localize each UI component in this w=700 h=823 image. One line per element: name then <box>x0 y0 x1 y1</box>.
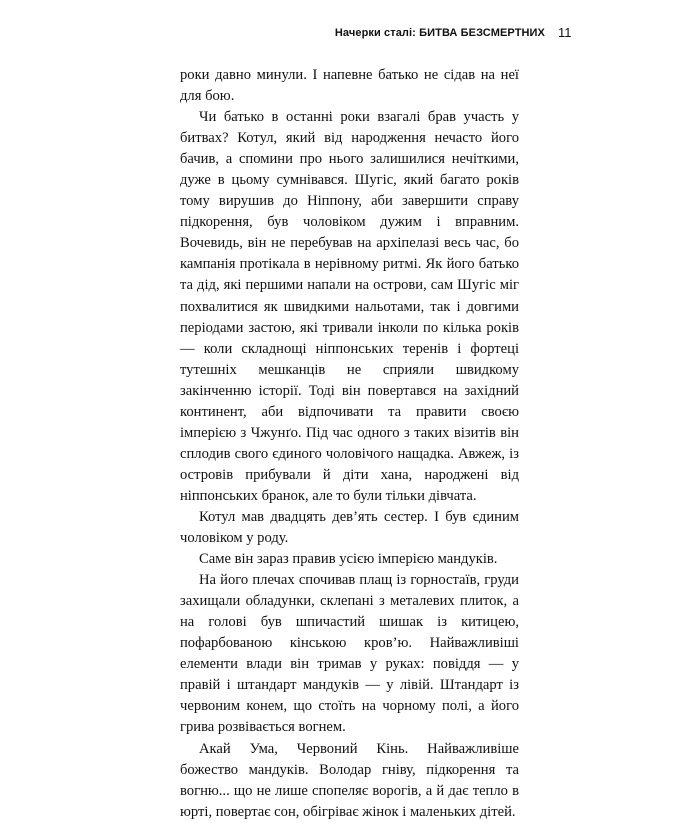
paragraph-1: роки давно минули. І напевне батько не сідав на неї для бою. <box>180 67 519 105</box>
page-number: 11 <box>558 25 572 40</box>
body-text <box>180 65 519 823</box>
running-header-title-caps: БИТВА БЕЗСМЕРТНИХ <box>419 27 545 39</box>
running-header <box>335 27 545 39</box>
paragraph-6: Акай Ума, Червоний Кінь. Найважливіше божество мандуків. Володар гніву, підкорення та вогню... що не лише спопеляє ворогів, а й дає тепло в юрті, повертає сон, обігріває жінок і маленьких дітей. <box>180 740 519 820</box>
paragraph-3: Котул мав двадцять дев’ять сестер. І був єдиним чоловіком у роду. <box>180 508 519 547</box>
running-header-title: Начерки сталі: <box>334 27 420 39</box>
paragraph-4: Саме він зараз правив усією імперією мандуків. <box>199 551 498 568</box>
paragraph-5: На його плечах спочивав плащ із горностаїв, груди захищали обладунки, склепані з металевих плиток, а на голові був шпичастий шишак із китицею, пофарбованою кінською кров’ю. Найважливіші елементи влади він тримав у руках: повіддя — у правій і штандарт мандуків — у лівій. Штандарт із червоним конем, що стоїть на чорному полі, а його грива розвівається вогнем. <box>180 572 519 736</box>
paragraph-2: Чи батько в останні роки взагалі брав участь у битвах? Котул, який від народження нечасто його бачив, а спомини про нього залишилися нечіткими, дуже в цьому сумнівався. Шугіс, який багато років тому вирушив до Ніппону, аби завершити справу підкорення, був чоловіком дужим і вправним. Вочевидь, він не перебував на архіпелазі весь час, бо кампанія протікала в нерівному ритмі. Як його батько та дід, які першими напали на острови, сам Шугіс міг похвалитися як швидкими нальотами, так і довгими періодами застою, які тривали інколи по кілька років — коли складнощі ніппонських теренів і фортеці тутешніх мешканців не сприяли швидкому закінченню історії. Тоді він повертався на західний континент, аби відпочивати та правити своєю імперією з Чжунґо. Під час одного з таких візитів він сплодив свого єдиного чоловічого нащадка. Авжеж, із островів прибували й діти хана, народжені від ніппонських бранок, але то були тільки дівчата. <box>180 109 519 504</box>
